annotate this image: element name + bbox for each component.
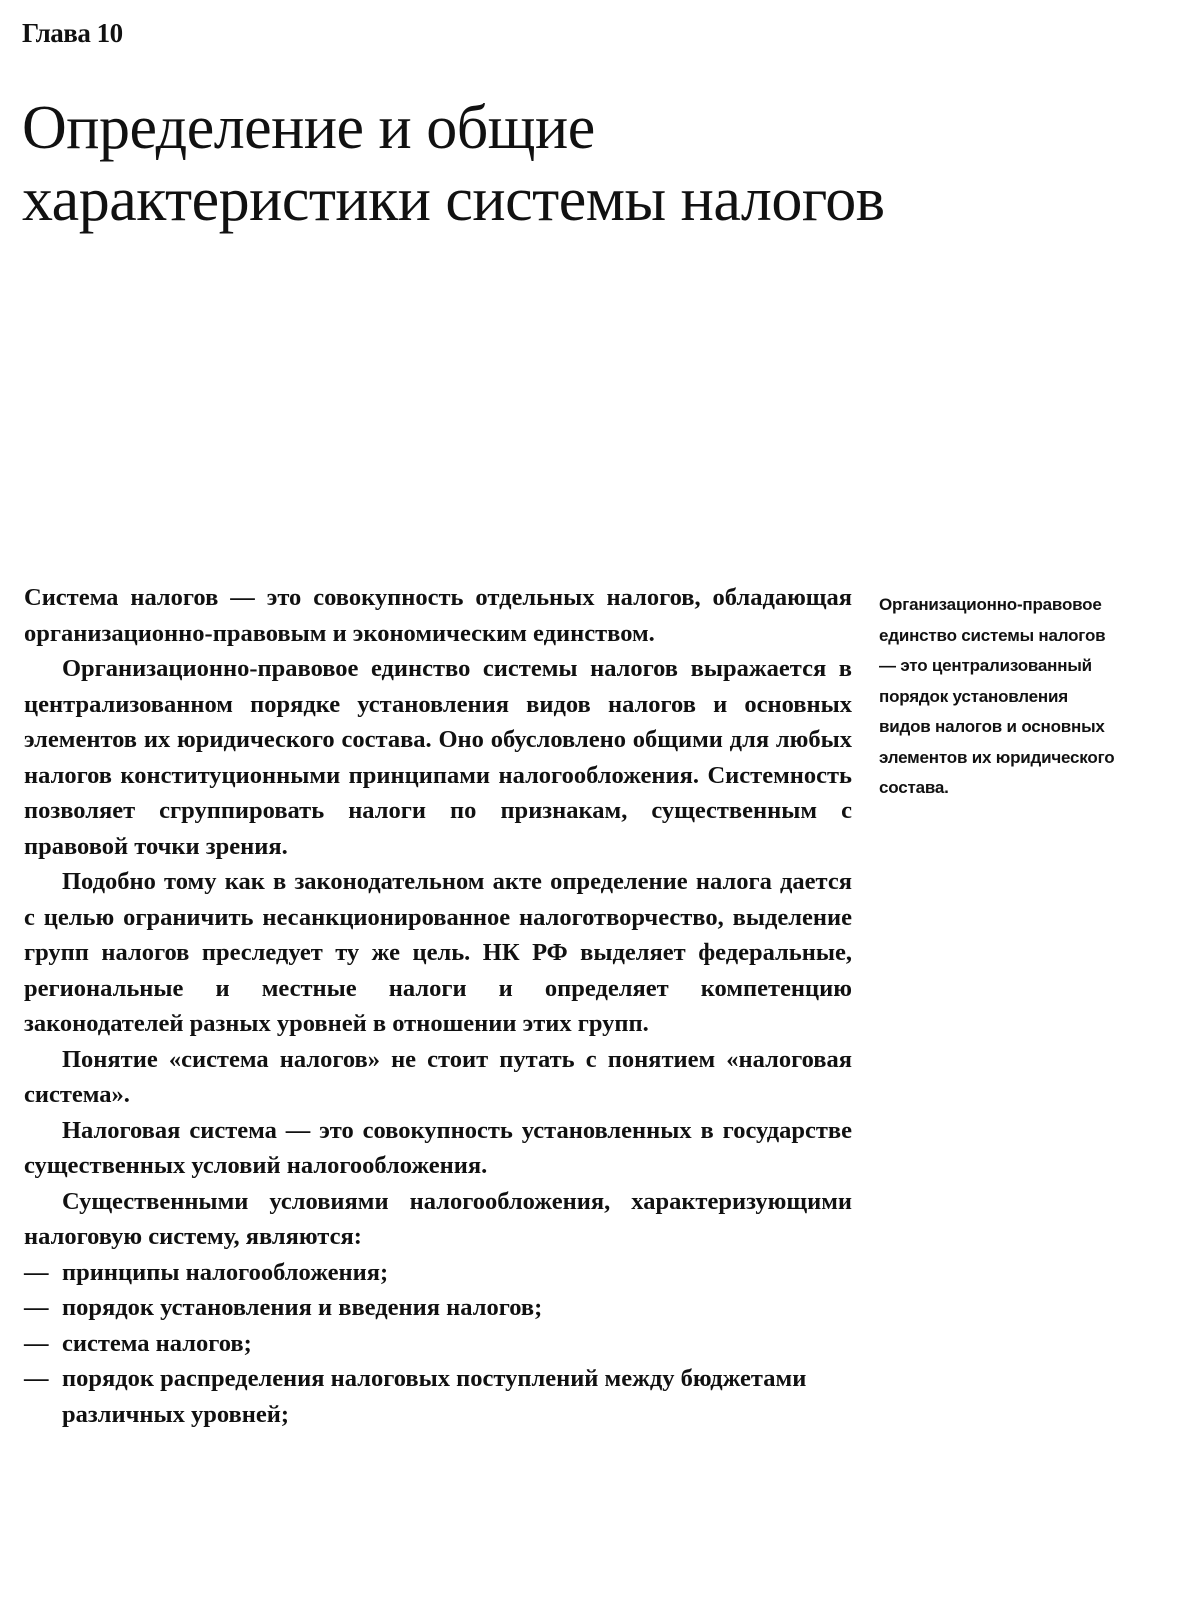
paragraph: Подобно тому как в законодательном акте определение налога дается с целью ограничить несанкционированное налоготворчество, выделение групп налогов преследует ту же цель. НК РФ выделяет федеральные, региональные и местные налоги и определяет компетенцию законодателей разных уровней в отношении этих групп. [24, 868, 852, 1037]
paragraph: Налоговая система — это совокупность установленных в государстве существенных условий налогообложения. [24, 1116, 852, 1179]
list-item [24, 1361, 852, 1432]
list-dash: — [24, 1365, 49, 1392]
list-dash: — [24, 1329, 49, 1357]
list-item-text: система налогов; [62, 1329, 252, 1357]
list-item [24, 1326, 852, 1362]
list-item-text: принципы налогообложения; [62, 1258, 389, 1286]
conditions-list [24, 1255, 852, 1433]
paragraph: Организационно-правовое единство системы налогов выражается в централизованном порядке установления видов налогов и основных элементов их юридического состава. Оно обусловлено общими для любых налогов конституционными принципами налогообложения. Системность позволяет сгруппировать налоги по признакам, существенным с правовой точки зрения. [24, 655, 852, 860]
main-text [24, 580, 852, 1432]
list-item [24, 1290, 852, 1326]
chapter-label: Глава 10 [22, 18, 123, 48]
list-item [24, 1255, 852, 1291]
list-item-text: порядок распределения налоговых поступлений между бюджетами различных уровней; [62, 1365, 807, 1428]
paragraph: Понятие «система налогов» не стоит путать с понятием «налоговая система». [24, 1045, 852, 1108]
list-dash: — [24, 1258, 49, 1286]
list-item-text: порядок установления и введения налогов; [62, 1294, 543, 1321]
list-dash: — [24, 1294, 49, 1321]
margin-note: Организационно-правовое единство системы налогов — это централизованный порядок установления видов налогов и основных элементов их юридического состава. [879, 595, 1115, 797]
page-title: Определение и общие характеристики системы налогов [22, 94, 885, 234]
paragraph: Существенными условиями налогообложения, характеризующими налоговую систему, являются: [24, 1187, 852, 1250]
paragraph-definition: Система налогов — это совокупность отдельных налогов, обладающая организационно-правовым и экономическим единством. [24, 584, 852, 647]
